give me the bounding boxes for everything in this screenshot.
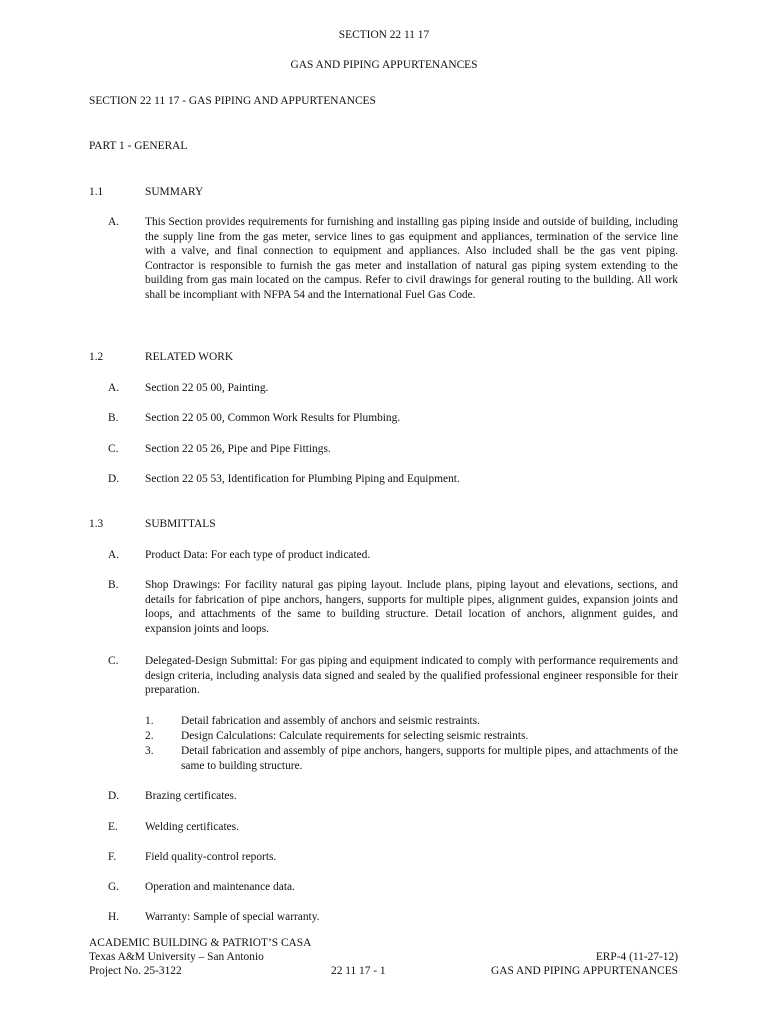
subparagraph-text: Design Calculations: Calculate requirements for selecting seismic restraints. xyxy=(181,730,529,742)
article-number: 1.1 xyxy=(89,186,104,198)
footer-project-name: ACADEMIC BUILDING & PATRIOT’S CASA xyxy=(89,937,312,949)
article-number: 1.3 xyxy=(89,518,104,530)
footer-university: Texas A&M University – San Antonio xyxy=(89,951,264,963)
article-heading: RELATED WORK xyxy=(145,351,234,363)
paragraph-text: Warranty: Sample of special warranty. xyxy=(145,911,320,923)
paragraph-letter: F. xyxy=(108,851,117,863)
paragraph-letter: C. xyxy=(108,443,119,455)
article-heading: SUMMARY xyxy=(145,186,204,198)
paragraph-text: Operation and maintenance data. xyxy=(145,881,295,893)
footer-page-number: 22 11 17 - 1 xyxy=(331,965,386,977)
paragraph-text: Welding certificates. xyxy=(145,821,239,833)
paragraph-letter: G. xyxy=(108,881,120,893)
paragraph-text: Section 22 05 00, Common Work Results for Plumbing. xyxy=(145,412,401,424)
subparagraph-number: 2. xyxy=(145,730,154,742)
paragraph-letter: B. xyxy=(108,412,119,424)
paragraph-text: Shop Drawings: For facility natural gas piping layout. Include plans, piping layout and elevations, sections, and details for fabrication of pipe anchors, hangers, supports for multiple pipes, alignment guides, expansion joints and loops, and attachments of the same to building structure. Detail location of anchors, alignment guides, and expansion joints and loops. xyxy=(145,579,678,635)
article-number: 1.2 xyxy=(89,351,104,363)
footer-title: GAS AND PIPING APPURTENANCES xyxy=(491,965,678,977)
footer-project-number: Project No. 25-3122 xyxy=(89,965,182,977)
paragraph-letter: D. xyxy=(108,790,120,802)
subparagraph-text: Detail fabrication and assembly of anchors and seismic restraints. xyxy=(181,715,480,727)
paragraph-letter: B. xyxy=(108,579,119,591)
paragraph-letter: E. xyxy=(108,821,118,833)
paragraph-letter: D. xyxy=(108,473,120,485)
subparagraph-text: Detail fabrication and assembly of pipe anchors, hangers, supports for multiple pipes, and attachments of the same to building structure. xyxy=(181,745,678,772)
paragraph-text: Section 22 05 26, Pipe and Pipe Fittings. xyxy=(145,443,331,455)
paragraph-letter: C. xyxy=(108,655,119,667)
paragraph-letter: A. xyxy=(108,549,120,561)
section-full-title: SECTION 22 11 17 - GAS PIPING AND APPURTENANCES xyxy=(89,95,376,107)
section-title: GAS AND PIPING APPURTENANCES xyxy=(290,59,478,71)
part-heading: PART 1 - GENERAL xyxy=(89,140,188,152)
paragraph-text: Section 22 05 53, Identification for Plumbing Piping and Equipment. xyxy=(145,473,460,485)
article-heading: SUBMITTALS xyxy=(145,518,216,530)
paragraph-letter: H. xyxy=(108,911,120,923)
subparagraph-number: 3. xyxy=(145,745,154,757)
paragraph-text: Field quality-control reports. xyxy=(145,851,277,863)
paragraph-text: This Section provides requirements for furnishing and installing gas piping inside and outside of building, including the supply line from the gas meter, service lines to gas equipment and appliances, termination of the service line with a valve, and final connection to equipment and appliances. Also included shall be the gas vent piping. Contractor is responsible to furnish the gas meter and installation of natural gas piping system extending to the building from gas main located on the campus. Refer to civil drawings for general routing to the building. All work shall be incompliant with NFPA 54 and the International Fuel Gas Code. xyxy=(145,216,678,301)
paragraph-letter: A. xyxy=(108,216,120,228)
subparagraph-number: 1. xyxy=(145,715,154,727)
paragraph-text: Product Data: For each type of product indicated. xyxy=(145,549,371,561)
footer-erp: ERP-4 (11-27-12) xyxy=(595,951,678,963)
paragraph-text: Delegated-Design Submittal: For gas piping and equipment indicated to comply with performance requirements and design criteria, including analysis data signed and sealed by the qualified professional engineer responsible for their preparation. xyxy=(145,655,678,697)
section-number: SECTION 22 11 17 xyxy=(338,29,430,41)
paragraph-letter: A. xyxy=(108,382,120,394)
paragraph-text: Section 22 05 00, Painting. xyxy=(145,382,269,394)
paragraph-text: Brazing certificates. xyxy=(145,790,237,802)
